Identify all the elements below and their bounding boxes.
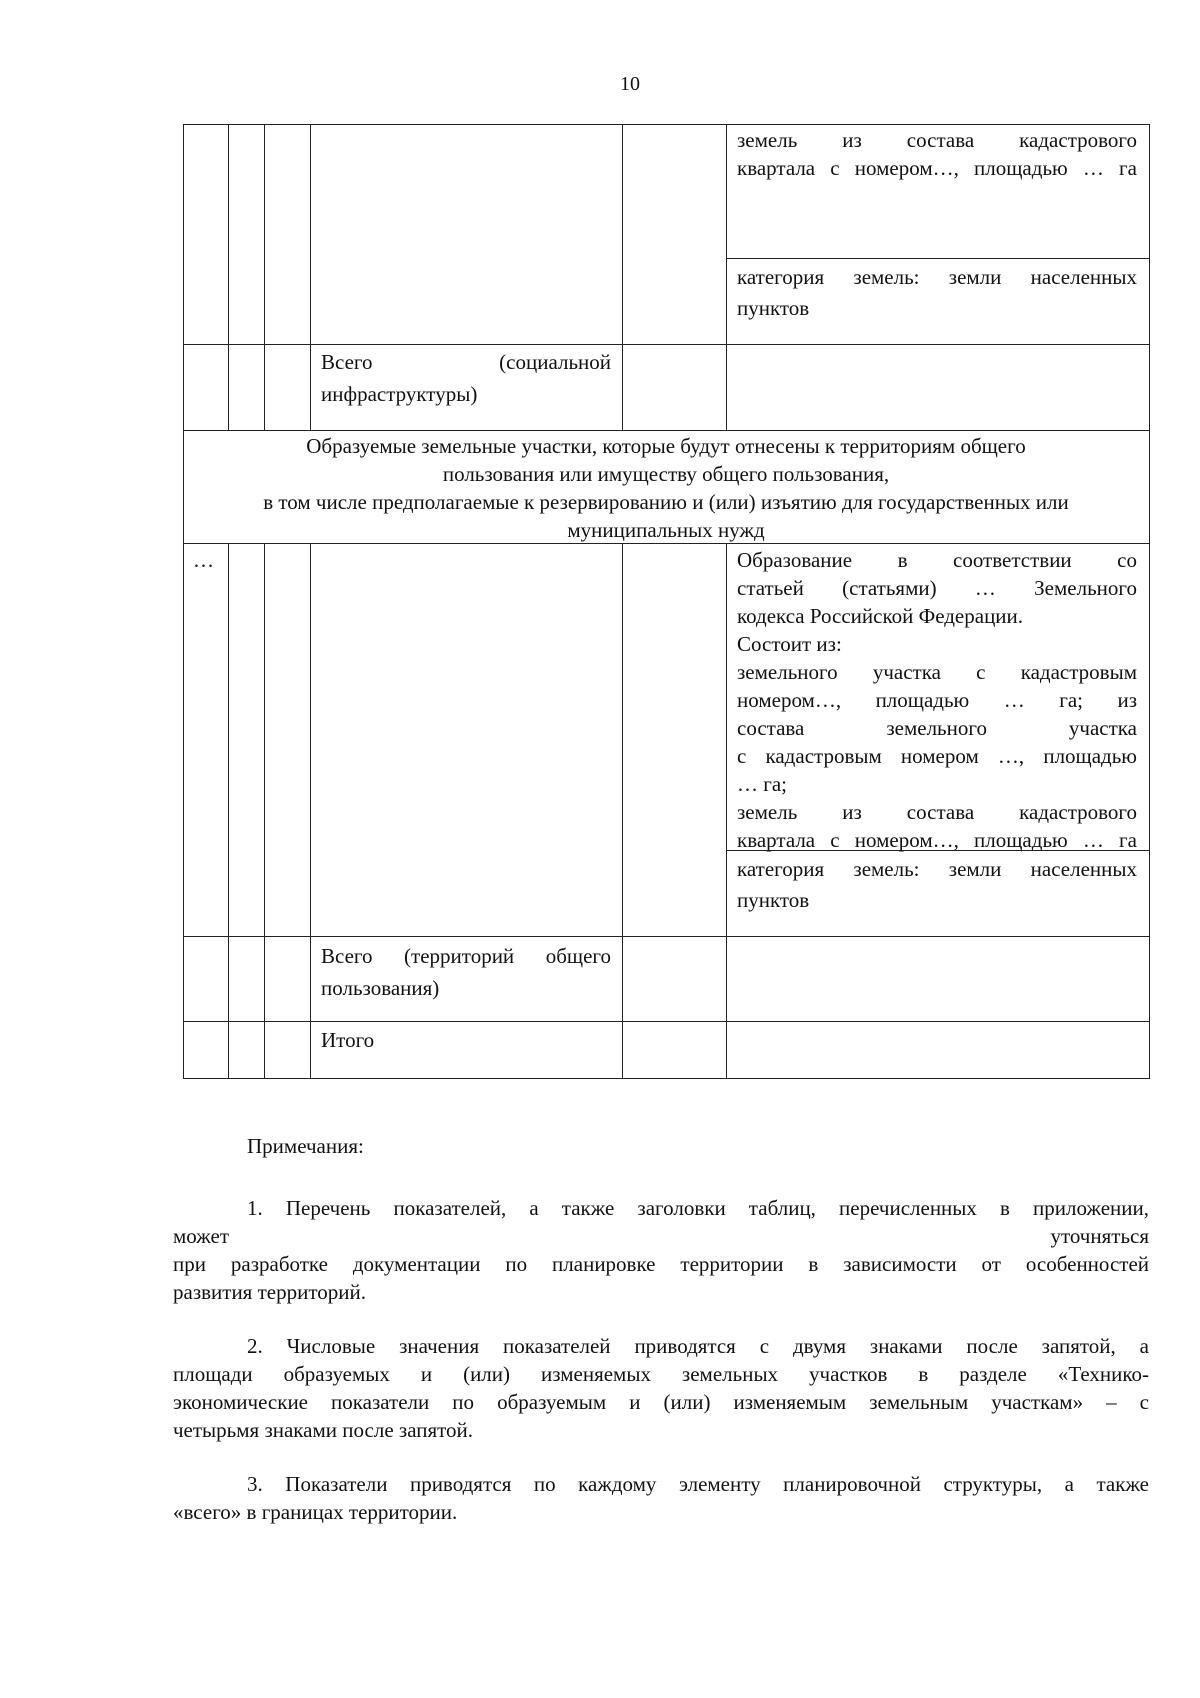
row4-name: Всего (территорий общего пользования): [321, 944, 611, 1000]
row1-split: [726, 258, 1150, 259]
section-heading: Образуемые земельные участки, которые будут отнесены к территориям общего пользования или имуществу общего пользования, в том числе предполагаемые к резервированию и (или) изъятию для государственных или муниципальных нужд: [263, 434, 1069, 542]
row-line-1: [183, 344, 1150, 345]
row3-description: Образование в соответствии со статьей (статьями) … Земельного кодекса Российской Федерации. Состоит из: земельного участка с кадастровым номером…, площадью … га; из состава земельного участка с кадастровым номером …, площадью … га; земель из состава кадастрового квартала с номером…, площадью … га: [737, 548, 1137, 852]
col-line-2-lower: [264, 543, 265, 1079]
col-line-2: [264, 124, 265, 430]
table-border-top: [183, 124, 1150, 125]
row-line-2: [183, 430, 1150, 431]
row5-name: Итого: [321, 1028, 375, 1052]
row-line-5: [183, 1021, 1150, 1022]
note-3: 3. Показатели приводятся по каждому элементу планировочной структуры, а также «всего» в границах территории.: [173, 1472, 1149, 1524]
col-line-4: [622, 124, 623, 430]
col-line-5-lower: [726, 543, 727, 1079]
col-line-1-lower: [228, 543, 229, 1079]
notes-title: Примечания:: [247, 1134, 364, 1158]
row3-category: категория земель: земли населенных пунктов: [737, 857, 1137, 912]
row1-category: категория земель: земли населенных пунктов: [737, 265, 1137, 320]
row1-description: земель из состава кадастрового квартала с номером…, площадью … га: [737, 128, 1137, 180]
col-line-4-lower: [622, 543, 623, 1079]
note-2: 2. Числовые значения показателей приводятся с двумя знаками после запятой, а площади образуемых и (или) изменяемых земельных участков в разделе «Технико- экономические показатели по образуемым и (или) изменяемым земельным участкам» – с четырьмя знаками после запятой.: [173, 1334, 1149, 1442]
col-line-3: [310, 124, 311, 430]
row-line-4: [183, 936, 1150, 937]
col-line-5: [726, 124, 727, 430]
col-line-1: [228, 124, 229, 430]
row3-number: …: [193, 548, 214, 572]
table-border-bottom: [183, 1078, 1150, 1079]
page-number: 10: [620, 73, 640, 95]
note-1: 1. Перечень показателей, а также заголовки таблиц, перечисленных в приложении, может уточняться при разработке документации по планировке территории в зависимости от особенностей развития территорий.: [173, 1196, 1149, 1304]
row2-name: Всего (социальной инфраструктуры): [321, 350, 611, 406]
col-line-3-lower: [310, 543, 311, 1079]
